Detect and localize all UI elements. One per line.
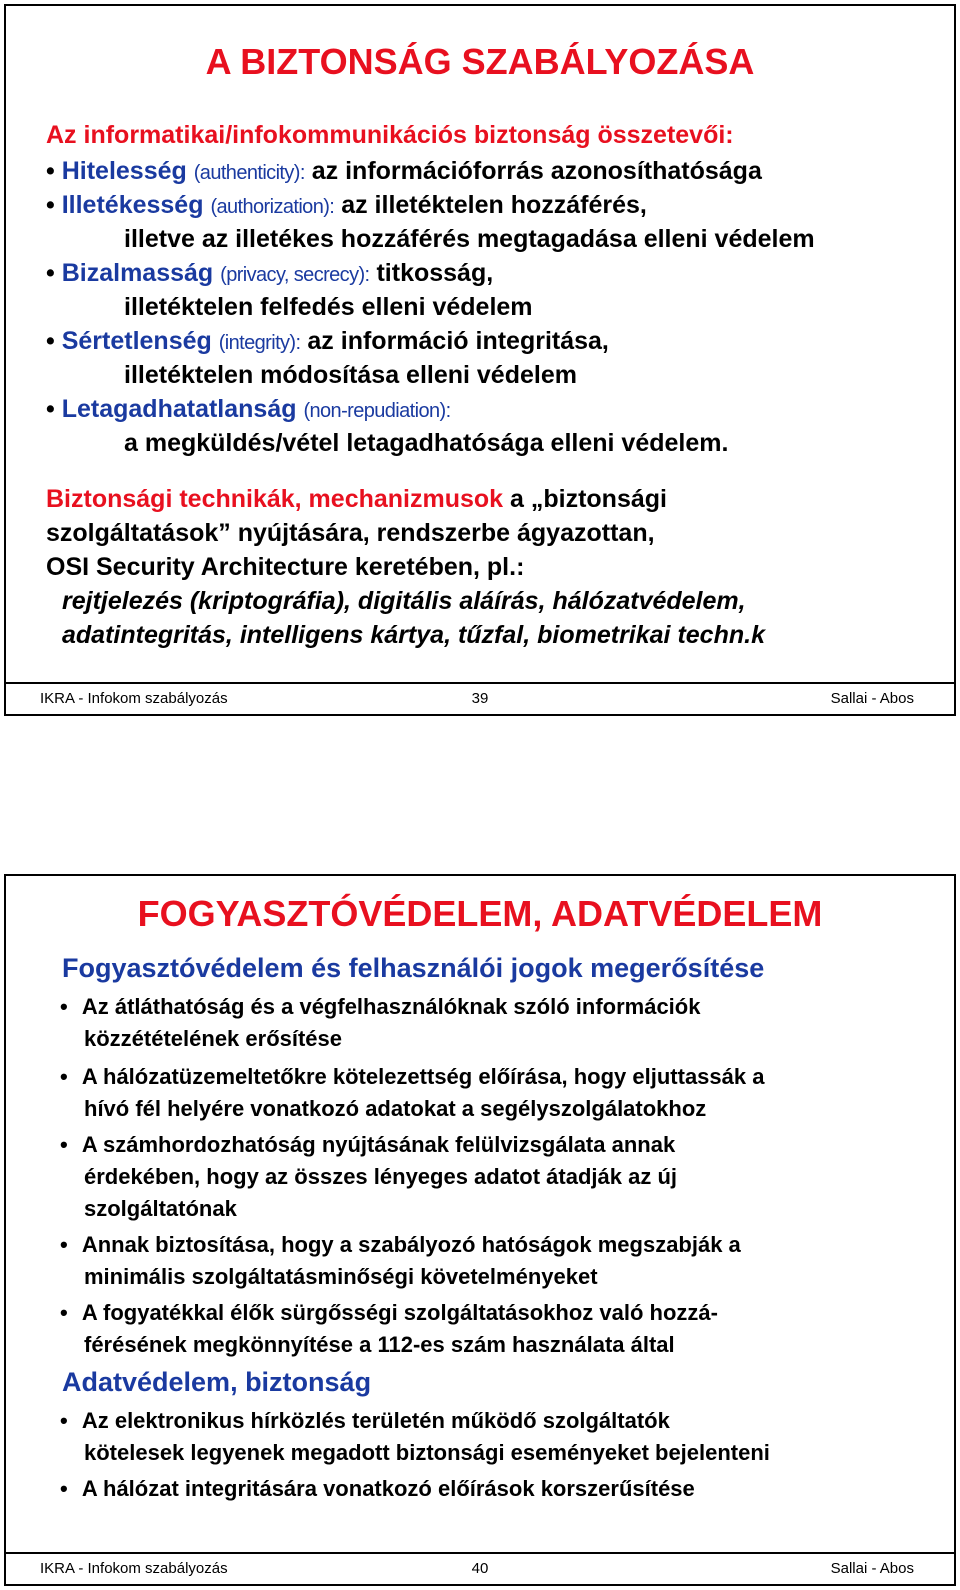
bullet-text: Az átláthatóság és a végfelhasználóknak szóló információk bbox=[81, 994, 701, 1019]
bullet-paren: (authorization): bbox=[210, 196, 335, 218]
examples-line: rejtjelezés (kriptográfia), digitális aláírás, hálózatvédelem, bbox=[62, 587, 746, 615]
bullet-icon: • bbox=[60, 1132, 68, 1157]
bullet-term: Bizalmasság bbox=[61, 259, 214, 287]
slide-footer bbox=[6, 682, 954, 714]
bullet-icon: • bbox=[46, 157, 55, 185]
bullet-term: Hitelesség bbox=[61, 157, 187, 185]
bullet-text: az információ integritása, bbox=[307, 327, 609, 355]
bullet-icon: • bbox=[46, 395, 55, 423]
slide-40 bbox=[4, 874, 956, 1586]
bullet-text: az illetéktelen hozzáférés, bbox=[341, 191, 647, 219]
bullet-term: Sértetlenség bbox=[61, 327, 212, 355]
bullet-continuation: férésének megkönnyítése a 112-es szám használata által bbox=[84, 1332, 675, 1357]
bullet-item bbox=[46, 326, 609, 356]
bullet-item bbox=[60, 994, 700, 1020]
bullet-item bbox=[46, 156, 762, 186]
section-heading: Fogyasztóvédelem és felhasználói jogok megerősítése bbox=[62, 953, 765, 983]
bullet-icon: • bbox=[60, 1476, 68, 1501]
bullet-text: az információforrás azonosíthatósága bbox=[311, 157, 762, 185]
bullet-text: A számhordozhatóság nyújtásának felülvizsgálata annak bbox=[81, 1132, 676, 1157]
footer-page-number: 39 bbox=[471, 690, 489, 707]
bullet-icon: • bbox=[60, 1300, 68, 1325]
bullet-continuation: érdekében, hogy az összes lényeges adatot átadják az új bbox=[84, 1164, 678, 1189]
bullet-continuation: közzétételének erősítése bbox=[84, 1026, 343, 1051]
footer-authors: Sallai - Abos bbox=[830, 690, 914, 707]
bullet-continuation: a megküldés/vétel letagadhatósága elleni védelem. bbox=[124, 429, 729, 457]
footer-authors: Sallai - Abos bbox=[830, 1560, 914, 1577]
bullet-continuation: hívó fél helyére vonatkozó adatokat a segélyszolgálatokhoz bbox=[84, 1096, 707, 1121]
slide-footer bbox=[6, 1552, 954, 1584]
bullet-icon: • bbox=[46, 191, 55, 219]
bullet-item bbox=[60, 1300, 718, 1326]
bullet-continuation: kötelesek legyenek megadott biztonsági eseményeket bejelenteni bbox=[84, 1440, 770, 1465]
bullet-continuation: szolgáltatónak bbox=[84, 1196, 237, 1221]
bullet-text: A hálózat integritására vonatkozó előírások korszerűsítése bbox=[81, 1476, 695, 1501]
bullet-text: titkosság, bbox=[376, 259, 494, 287]
slide-title: FOGYASZTÓVÉDELEM, ADATVÉDELEM bbox=[137, 893, 823, 934]
bullet-term: Illetékesség bbox=[61, 191, 204, 219]
bullet-icon: • bbox=[60, 1408, 68, 1433]
section-heading: Adatvédelem, biztonság bbox=[62, 1367, 372, 1397]
bullet-item bbox=[46, 394, 451, 424]
techniques-line: szolgáltatások” nyújtására, rendszerbe ágyazottan, bbox=[46, 519, 655, 547]
bullet-item bbox=[60, 1064, 764, 1090]
bullet-text: A fogyatékkal élők sürgősségi szolgáltatásokhoz való hozzá- bbox=[81, 1300, 718, 1325]
section-heading: Az informatikai/infokommunikációs biztonság összetevői: bbox=[46, 121, 734, 149]
slide-39 bbox=[4, 4, 956, 716]
bullet-icon: • bbox=[60, 1064, 68, 1089]
bullet-text: A hálózatüzemeltetőkre kötelezettség előírása, hogy eljuttassák a bbox=[81, 1064, 765, 1089]
bullet-continuation: illetve az illetékes hozzáférés megtagadása elleni védelem bbox=[124, 225, 815, 253]
bullet-item bbox=[60, 1476, 695, 1502]
techniques-text: a „biztonsági bbox=[503, 485, 667, 513]
bullet-paren: (authenticity): bbox=[193, 162, 305, 184]
bullet-term: Letagadhatatlanság bbox=[61, 395, 297, 423]
bullet-item bbox=[46, 258, 493, 288]
bullet-text: Az elektronikus hírközlés területén működő szolgáltatók bbox=[81, 1408, 670, 1433]
techniques-line: OSI Security Architecture keretében, pl.: bbox=[46, 553, 525, 581]
footer-page-number: 40 bbox=[471, 1560, 489, 1577]
bullet-item bbox=[60, 1232, 741, 1258]
footer-course: IKRA - Infokom szabályozás bbox=[40, 1560, 228, 1577]
bullet-item bbox=[60, 1408, 670, 1434]
techniques-line bbox=[46, 484, 667, 514]
bullet-continuation: illetéktelen felfedés elleni védelem bbox=[124, 293, 533, 321]
bullet-item bbox=[60, 1132, 675, 1158]
bullet-icon: • bbox=[60, 994, 68, 1019]
examples-line: adatintegritás, intelligens kártya, tűzfal, biometrikai techn.k bbox=[62, 621, 765, 649]
bullet-icon: • bbox=[46, 259, 55, 287]
techniques-heading: Biztonsági technikák, mechanizmusok bbox=[46, 485, 504, 513]
bullet-paren: (privacy, secrecy): bbox=[220, 264, 370, 286]
slide-title: A BIZTONSÁG SZABÁLYOZÁSA bbox=[205, 41, 755, 82]
bullet-continuation: illetéktelen módosítása elleni védelem bbox=[124, 361, 577, 389]
bullet-paren: (non-repudiation): bbox=[303, 400, 451, 422]
bullet-continuation: minimális szolgáltatásminőségi követelményeket bbox=[84, 1264, 598, 1289]
bullet-item bbox=[46, 190, 647, 220]
bullet-icon: • bbox=[60, 1232, 68, 1257]
bullet-icon: • bbox=[46, 327, 55, 355]
bullet-paren: (integrity): bbox=[218, 332, 301, 354]
footer-course: IKRA - Infokom szabályozás bbox=[40, 690, 228, 707]
bullet-text: Annak biztosítása, hogy a szabályozó hatóságok megszabják a bbox=[81, 1232, 741, 1257]
